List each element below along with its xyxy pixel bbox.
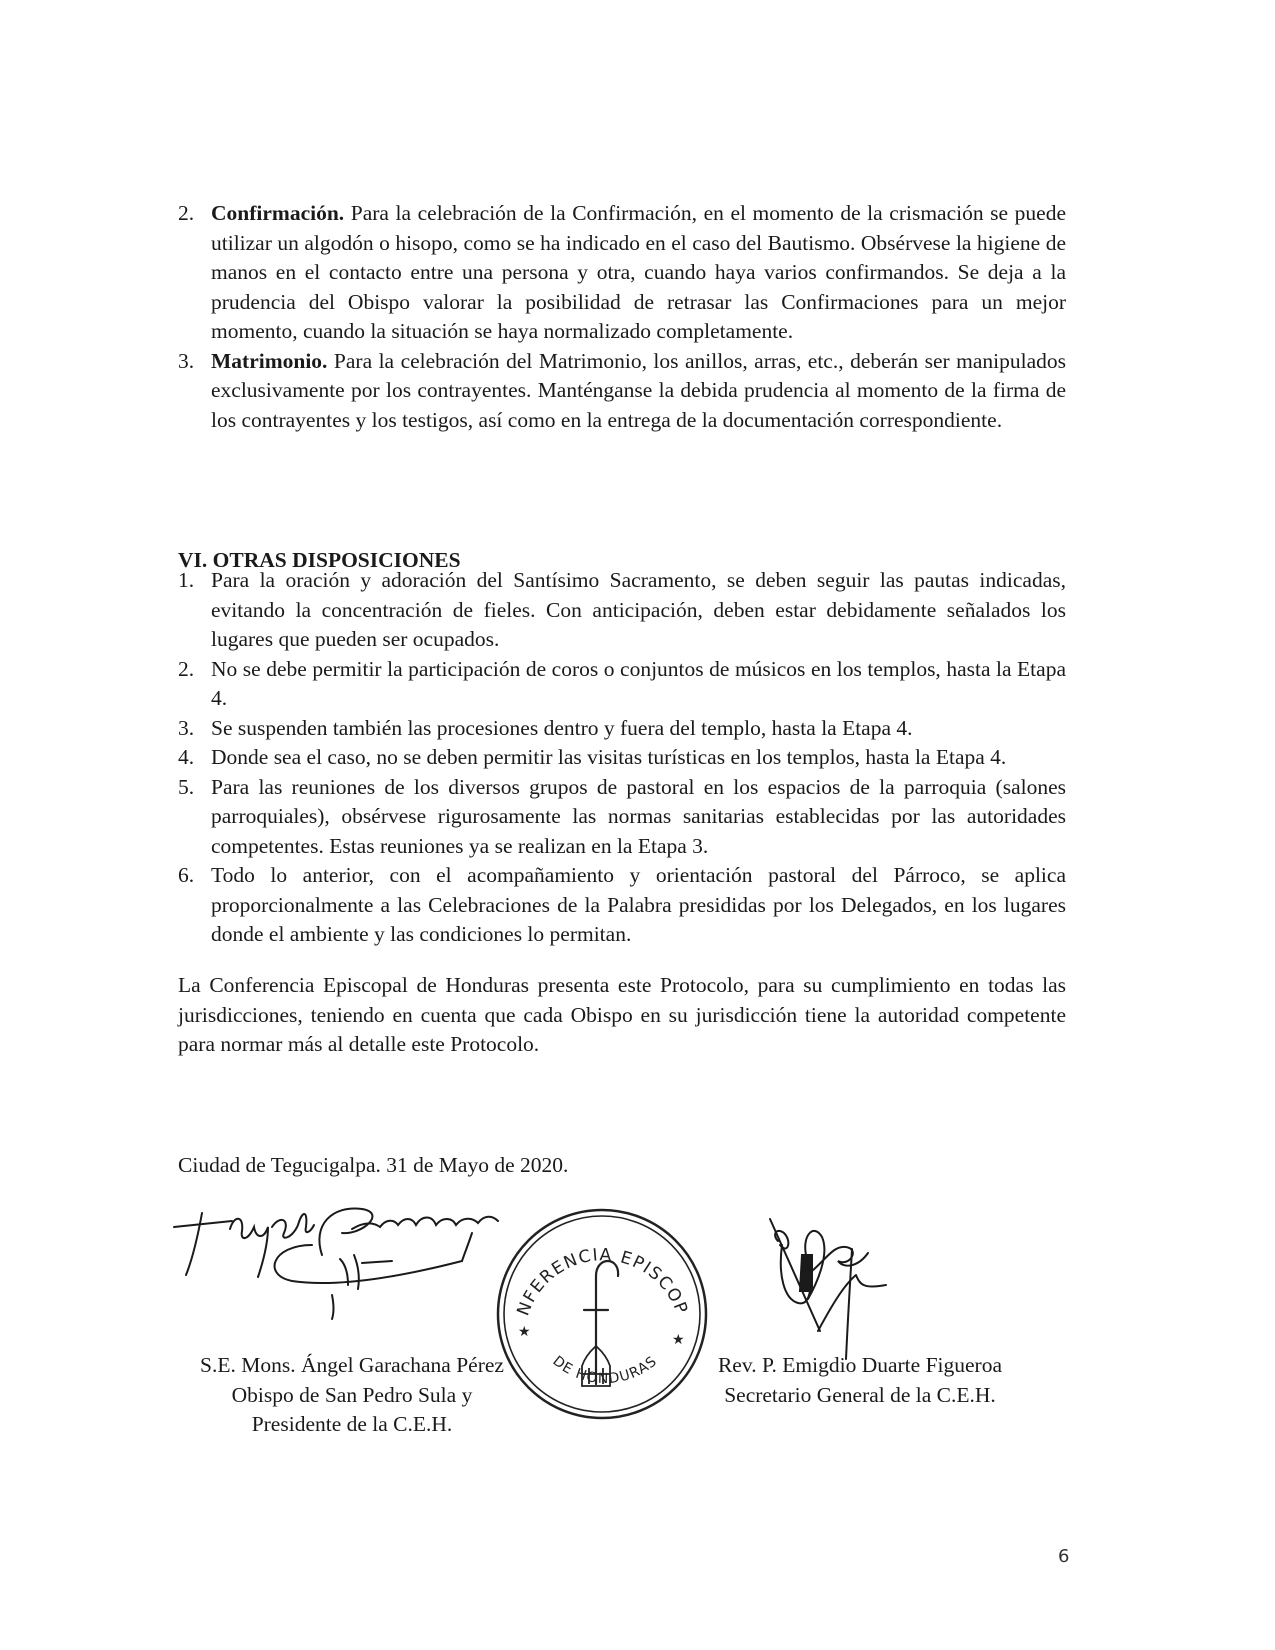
list-number: 2.: [178, 656, 195, 681]
list-number: 5.: [178, 774, 195, 799]
item-title: Matrimonio.: [211, 348, 328, 373]
signatory-secretary: [690, 1351, 1030, 1410]
item-text: Para la celebración de la Confirmación, en el momento de la crismación se puede utilizar un algodón o hisopo, como se ha indicado en el caso del Bautismo. Obsérvese la higiene de manos en el contacto entre una persona y otra, cuando haya varios confirmandos. Se deja a la prudencia del Obispo valorar la posibilidad de retrasar las Confirmaciones para un mejor momento, cuando la situación se haya normalizado completamente.: [211, 201, 1066, 343]
list-number: 1.: [178, 568, 195, 592]
list-item: [178, 714, 1066, 744]
list-item: [178, 743, 1066, 773]
svg-text:DE HONDURAS: [550, 1353, 661, 1387]
item-text: Donde sea el caso, no se deben permitir las visitas turísticas en los templos, hasta la Etapa 4.: [211, 745, 1007, 769]
list-number: 2.: [178, 201, 195, 225]
list-item: [178, 566, 1066, 655]
signatory-role: Secretario General de la C.E.H.: [724, 1382, 996, 1407]
signature-left-icon: [172, 1205, 512, 1325]
item-text: Para las reuniones de los diversos grupos de pastoral en los espacios de la parroquia (salones parroquiales), obsérvese rigurosamente las normas sanitarias establecidas por las autoridades competentes. Estas reuniones ya se realizan en la Etapa 3.: [211, 774, 1066, 858]
svg-text:★: ★: [672, 1332, 685, 1348]
list-number: 6.: [178, 863, 195, 887]
list-item: [178, 773, 1066, 862]
list-item-confirmacion: [178, 199, 1066, 347]
signature-right-icon: [768, 1215, 888, 1365]
list-number: 3.: [178, 348, 195, 373]
item-title: Confirmación.: [211, 201, 345, 225]
closing-paragraph: La Conferencia Episcopal de Honduras presenta este Protocolo, para su cumplimiento en todas las jurisdicciones, teniendo en cuenta que cada Obispo en su jurisdicción tiene la autoridad competente para normar más al detalle este Protocolo.: [178, 973, 1066, 1056]
signatory-name: S.E. Mons. Ángel Garachana Pérez: [200, 1353, 504, 1377]
other-provisions-list: [178, 566, 1066, 950]
page-number: 6: [1058, 1546, 1070, 1567]
item-text: Se suspenden también las procesiones dentro y fuera del templo, hasta la Etapa 4.: [211, 715, 913, 740]
sacraments-list: [178, 199, 1066, 435]
signatory-name: Rev. P. Emigdio Duarte Figueroa: [717, 1353, 1003, 1377]
signatory-role: Obispo de San Pedro Sula y: [231, 1382, 473, 1407]
item-text: Para la oración y adoración del Santísimo Sacramento, se deben seguir las pautas indicadas, evitando la concentración de fieles. Con anticipación, deben estar debidamente señalados los lugares que pueden ser ocupados.: [211, 568, 1066, 651]
signatory-role: Presidente de la C.E.H.: [251, 1412, 453, 1436]
list-number: 4.: [178, 745, 195, 769]
item-text: No se debe permitir la participación de coros o conjuntos de músicos en los templos, hasta la Etapa 4.: [211, 656, 1066, 710]
seal-top-text: CONFERENCIA EPISCOPAL: [486, 1191, 692, 1319]
svg-text:★: ★: [518, 1324, 531, 1340]
list-item: [178, 655, 1066, 714]
list-item-matrimonio: [178, 347, 1066, 436]
list-item: [178, 861, 1066, 950]
seal-bottom-text: DE HONDURAS: [549, 1353, 661, 1388]
signatory-president: [172, 1351, 532, 1440]
item-text: Para la celebración del Matrimonio, los anillos, arras, etc., deberán ser manipulados exclusivamente por los contrayentes. Manténganse la debida prudencia al momento de la firma de los contrayentes y los testigos, así como en la entrega de la documentación correspondiente.: [211, 348, 1066, 432]
section-heading: VI. OTRAS DISPOSICIONES: [178, 548, 461, 572]
place-date: Ciudad de Tegucigalpa. 31 de Mayo de 2020.: [178, 1153, 569, 1177]
list-number: 3.: [178, 715, 195, 740]
item-text: Todo lo anterior, con el acompañamiento y orientación pastoral del Párroco, se aplica proporcionalmente a las Celebraciones de la Palabra presididas por los Delegados, en los lugares donde el ambiente y las condiciones lo permitan.: [211, 863, 1066, 946]
